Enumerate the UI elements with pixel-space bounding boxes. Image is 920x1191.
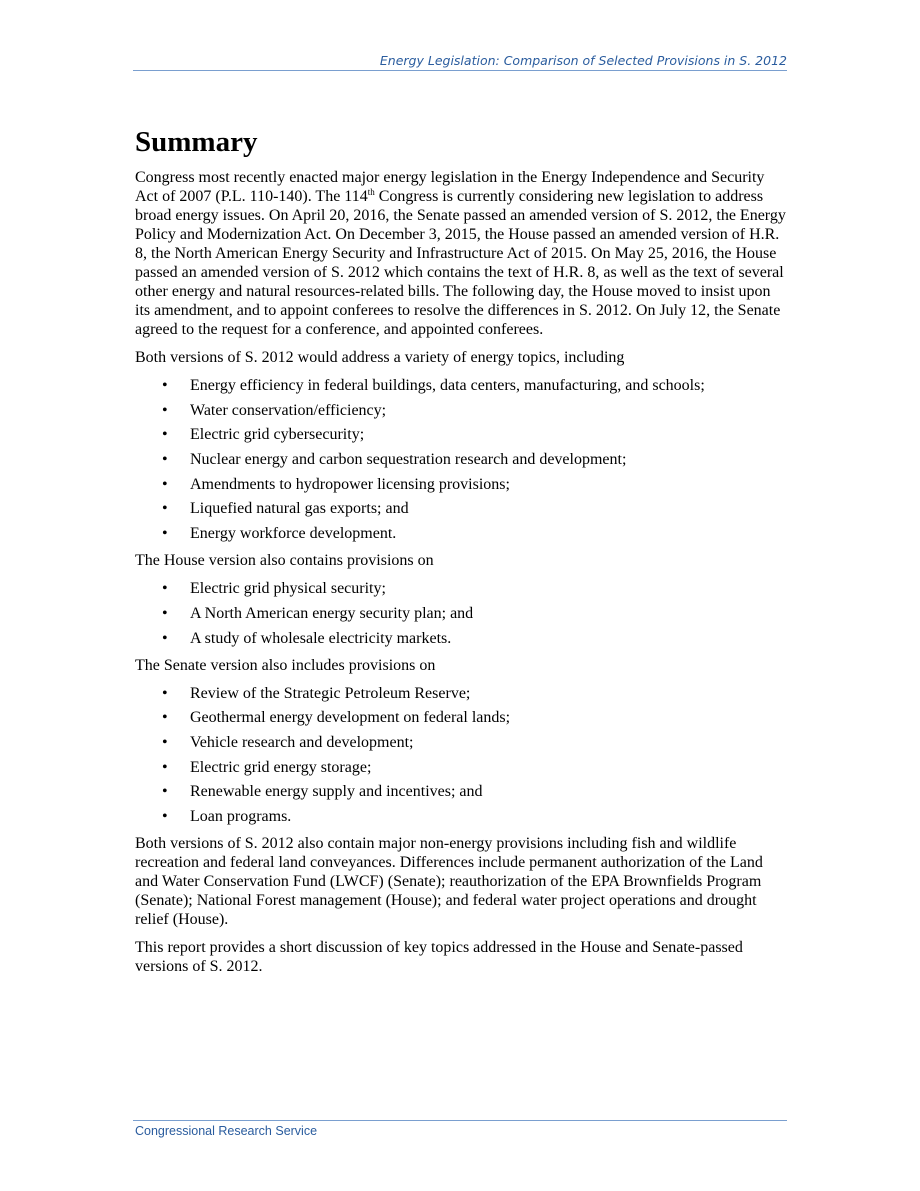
list-item-text: Review of the Strategic Petroleum Reserve; [190,684,471,702]
list-item-text: Energy efficiency in federal buildings, data centers, manufacturing, and schools; [190,377,705,394]
bullet-icon: • [162,684,168,702]
list-item-text: Electric grid cybersecurity; [190,426,365,444]
running-header-title: Energy Legislation: Comparison of Selected Provisions in S. 2012 [379,53,787,68]
bullet-icon: • [162,451,168,469]
list-item [135,579,787,598]
list-item-text: Loan programs. [190,807,292,825]
list-item [135,475,787,494]
bullet-icon: • [162,758,168,776]
bullet-icon: • [162,709,168,727]
bullet-icon: • [162,580,168,598]
list-item [135,401,787,420]
bullet-icon: • [162,733,168,751]
non-energy-paragraph: Both versions of S. 2012 also contain major non-energy provisions including fish and wildlife recreation and federal land conveyances. Differences include permanent authorization of the Land and Water Conservation Fund (LWCF) (Senate); reauthorization of the EPA Brownfields Program (Senate); National Forest management (House); and federal water project operations and drought relief (House). [135,834,763,928]
list-item-text: Energy workforce development. [190,525,397,543]
bullet-icon: • [162,604,168,622]
bullet-icon: • [162,629,168,647]
page-title: Summary [135,126,258,158]
list-item [135,708,787,727]
list-item [135,604,787,623]
bullet-icon: • [162,401,168,419]
intro-text-start: Congress most recently enacted major energy legislation in the Energy Independence and Security Act of 2007 (P.L. 110-140). The 114 [135,169,765,205]
intro-paragraph [135,168,787,339]
list-item [135,684,787,703]
list-item [135,499,787,518]
page-body [135,124,787,985]
list-item [135,450,787,469]
list-item-text: Electric grid energy storage; [190,758,372,776]
footer-divider [133,1120,787,1121]
bullet-icon: • [162,426,168,444]
bullet-icon: • [162,783,168,801]
list-item [135,376,787,395]
both-versions-list [135,376,787,543]
senate-version-list [135,684,787,826]
list-item [135,807,787,826]
list-item-text: Amendments to hydropower licensing provisions; [190,475,510,493]
list-item [135,524,787,543]
list-item [135,758,787,777]
house-version-lead: The House version also contains provisions on [135,552,434,570]
closing-paragraph: This report provides a short discussion of key topics addressed in the House and Senate-passed versions of S. 2012. [135,938,743,975]
bullet-icon: • [162,525,168,543]
house-version-list [135,579,787,647]
list-item [135,782,787,801]
list-item-text: Renewable energy supply and incentives; and [190,783,483,801]
list-item-text: Vehicle research and development; [190,733,414,751]
senate-version-lead: The Senate version also includes provisions on [135,656,436,674]
list-item-text: Nuclear energy and carbon sequestration research and development; [190,451,627,469]
list-item [135,629,787,648]
list-item-text: A North American energy security plan; and [190,604,474,622]
bullet-icon: • [162,377,168,394]
list-item-text: Water conservation/efficiency; [190,401,387,419]
list-item-text: Geothermal energy development on federal lands; [190,709,511,727]
bullet-icon: • [162,807,168,825]
header-divider [133,70,787,71]
bullet-icon: • [162,500,168,518]
list-item-text: A study of wholesale electricity markets. [190,629,452,647]
both-versions-lead: Both versions of S. 2012 would address a variety of energy topics, including [135,349,625,366]
list-item [135,733,787,752]
footer-organization: Congressional Research Service [135,1124,318,1138]
ordinal-superscript: th [367,187,375,197]
list-item-text: Electric grid physical security; [190,580,386,598]
list-item-text: Liquefied natural gas exports; and [190,500,409,518]
intro-text-end: Congress is currently considering new legislation to address broad energy issues. On April 20, 2016, the Senate passed an amended version of S. 2012, the Energy Policy and Modernization Act. On December 3, 2015, the House passed an amended version of H.R. 8, the North American Energy Security and Infrastructure Act of 2015. On May 25, 2016, the House passed an amended version of S. 2012 which contains the text of H.R. 8, as well as the text of several other energy and natural resources-related bills. The following day, the House moved to insist upon its amendment, and to appoint conferees to resolve the differences in S. 2012. On July 12, the Senate agreed to the request for a conference, and appointed conferees. [135,188,786,338]
bullet-icon: • [162,475,168,493]
list-item [135,425,787,444]
